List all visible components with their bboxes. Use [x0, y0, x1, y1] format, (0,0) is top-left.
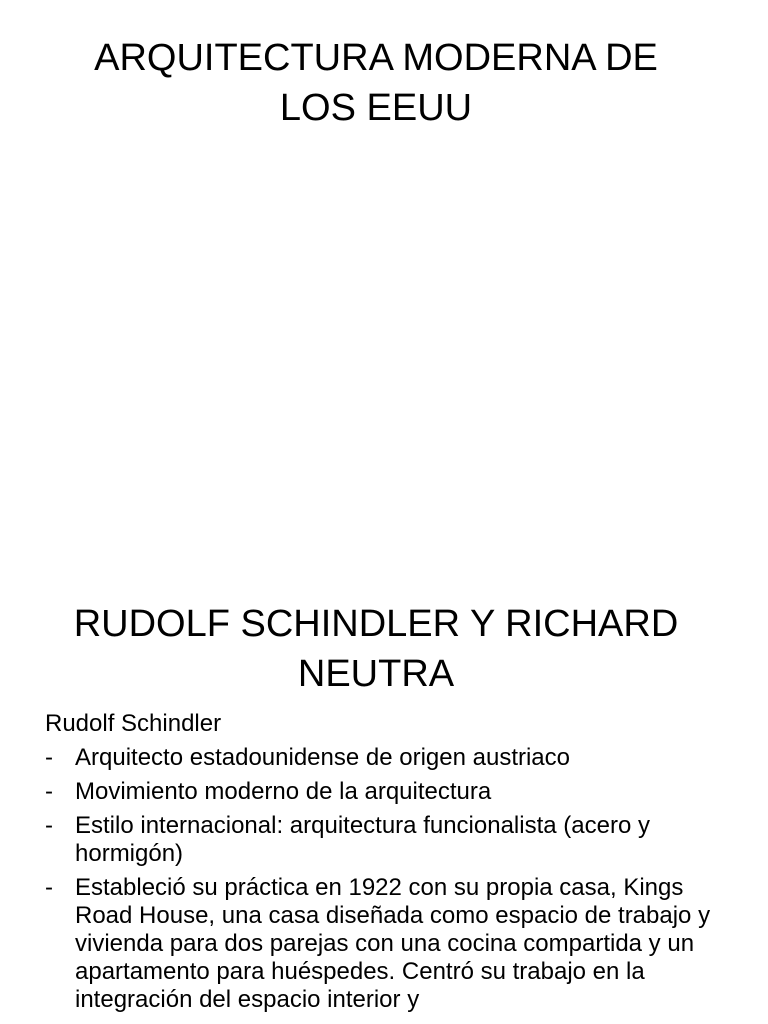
- bullet-item: [45, 874, 735, 1014]
- bullet-item: [45, 778, 735, 806]
- bullet-text: Estilo internacional: arquitectura funcionalista (acero y hormigón): [75, 812, 650, 867]
- bullet-marker: -: [45, 778, 53, 805]
- bullet-text: Arquitecto estadounidense de origen austriaco: [75, 744, 570, 771]
- bullet-marker: -: [45, 744, 53, 771]
- bullet-list: [45, 744, 735, 1014]
- slide-1-title: ARQUITECTURA MODERNA DE LOS EEUU: [94, 37, 658, 129]
- bullet-item: [45, 812, 735, 868]
- bullet-text: Estableció su práctica en 1922 con su propia casa, Kings Road House, una casa diseñada como espacio de trabajo y vivienda para dos parejas con una cocina compartida y un apartamento para huéspedes. Centró su trabajo en la integración del espacio interior y: [75, 874, 711, 1013]
- slide-2-title: RUDOLF SCHINDLER Y RICHARD NEUTRA: [73, 603, 679, 695]
- section-subheading: Rudolf Schindler: [45, 710, 222, 737]
- bullet-marker: -: [45, 874, 53, 901]
- bullet-marker: -: [45, 812, 53, 839]
- slide-2-body: [45, 710, 735, 1024]
- bullet-item: [45, 744, 735, 772]
- bullet-text: Movimiento moderno de la arquitectura: [75, 778, 492, 805]
